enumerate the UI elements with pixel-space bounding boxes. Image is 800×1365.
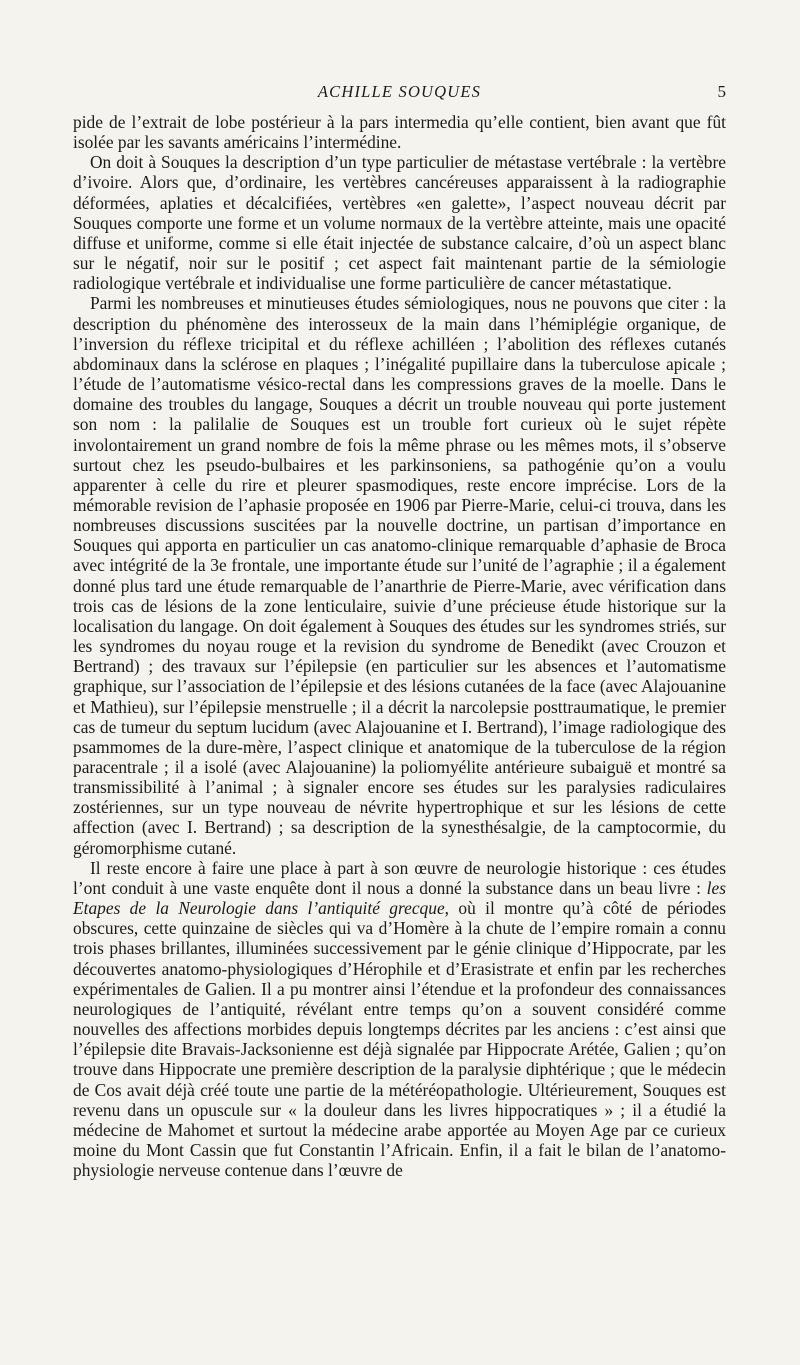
- book-title: les Etapes de la Neurologie dans l’antiquité grecque: [73, 877, 726, 919]
- paragraph-text-before-title: Il reste encore à faire une place à part à son œuvre de neurologie historique : ces études l’ont conduit à une vaste enquête dont il nous a donné la substance dans un beau livre :: [73, 857, 726, 898]
- running-title: ACHILLE SOUQUES: [317, 82, 482, 101]
- paragraph-neurologie-historique: [73, 858, 726, 1181]
- page-number: 5: [717, 82, 726, 101]
- paragraph-vertebre-ivoire: On doit à Souques la description d’un type particulier de métastase vertébrale : la vertèbre d’ivoire. Alors que, d’ordinaire, les vertèbres cancéreuses apparaissent à la radiographie déformées, aplaties et décalcifiées, vertèbres «en galette», l’aspect nouveau décrit par Souques comporte une forme et un volume normaux de la vertèbre atteinte, mais une opacité diffuse et uniforme, comme si elle était injectée de substance calcaire, d’où un aspect blanc sur le négatif, noir sur le positif ; cet aspect fait maintenant partie de la sémiologie radiologique vertébrale et individualise une forme particulière de cancer métastatique.: [73, 152, 726, 294]
- paragraph-semiologie: Parmi les nombreuses et minutieuses études sémiologiques, nous ne pouvons que citer : la description du phénomène des interosseux de la main dans l’hémiplégie organique, de l’inversion du réflexe tricipital et du réflexe achilléen ; l’abolition des réflexes cutanés abdominaux dans la sclérose en plaques ; l’inégalité pupillaire dans la tuberculose apicale ; l’étude de l’automatisme vésico-rectal dans les compressions graves de la moelle. Dans le domaine des troubles du langage, Souques a décrit un trouble nouveau qui porte justement son nom : la palilalie de Souques est un trouble fort curieux où le sujet répète involontairement un grand nombre de fois la même phrase ou les mêmes mots, il s’observe surtout chez les pseudo-bulbaires et les parkinsoniens, sa pathogénie qu’on a voulu apparenter à celle du rire et pleurer spasmodiques, reste encore imprécise. Lors de la mémorable revision de l’aphasie proposée en 1906 par Pierre-Marie, celui-ci trouva, dans les nombreuses discussions suscitées par la nouvelle doctrine, un partisan d’importance en Souques qui apporta en particulier un cas anatomo-clinique remarquable d’aphasie de Broca avec intégrité de la 3e frontale, une importante étude sur l’unité de l’agraphie ; il a également donné plus tard une étude remarquable de l’anarthrie de Pierre-Marie, avec vérification dans trois cas de lésions de la zone lenticulaire, suivie d’une précieuse étude historique sur la localisation du langage. On doit également à Souques des études sur les syndromes striés, sur les syndromes du noyau rouge et la revision du syndrome de Benedikt (avec Crouzon et Bertrand) ; des travaux sur l’épilepsie (en particulier sur les absences et l’automatisme graphique, sur l’association de l’épilepsie et des lésions cutanées de la face (avec Alajouanine et Mathieu), sur l’épilepsie menstruelle ; il a décrit la narcolepsie posttraumatique, le premier cas de tumeur du septum lucidum (avec Alajouanine et I. Bertrand), l’image radiologique des psammomes de la dure-mère, l’aspect clinique et anatomique de la tuberculose de la région paracentrale ; il a isolé (avec Alajouanine) la poliomyélite antérieure subaiguë et montré sa transmissibilité à l’animal ; à signaler encore ses études sur les paralysies radiculaires zostériennes, sur un type nouveau de névrite hypertrophique et sur les lésions de cette affection (avec I. Bertrand) ; sa description de la synesthésalgie, de la camptocormie, du géromorphisme cutané.: [73, 293, 726, 858]
- running-header: [73, 78, 726, 106]
- paragraph-continued: pide de l’extrait de lobe postérieur à la pars intermedia qu’elle contient, bien avant que fût isolée par les savants américains l’intermédine.: [73, 112, 726, 153]
- paragraph-text-after-title: , où il montre qu’à côté de périodes obscures, cette quinzaine de siècles qui va d’Homère à la chute de l’empire romain a connu trois phases brillantes, illuminées successivement par le génie clinique d’Hippocrate, par les découvertes anatomo-physiologiques d’Hérophile et d’Erasistrate et enfin par les recherches expérimentales de Galien. Il a pu montrer ainsi l’étendue et la profondeur des connaissances neurologiques de l’antiquité, révélant entre temps qu’on a souvent considéré comme nouvelles des affections morbides depuis longtemps décrites par les anciens : c’est ainsi que l’épilepsie dite Bravais-Jacksonienne est déjà signalée par Hippocrate Arétée, Galien ; qu’on trouve dans Hippocrate une première description de la paralysie diphtérique ; que le médecin de Cos avait déjà créé toute une partie de la météréopathologie. Ultérieurement, Souques est revenu dans un opuscule sur « la douleur dans les livres hippocratiques » ; il a étudié la médecine de Mahomet et surtout la médecine arabe apportée au Moyen Age par ce curieux moine du Mont Cassin que fut Constantin l’Africain. Enfin, il a fait le bilan de l’anatomo-physiologie nerveuse contenue dans l’œuvre de: [73, 898, 726, 1181]
- body-text: [73, 112, 726, 1180]
